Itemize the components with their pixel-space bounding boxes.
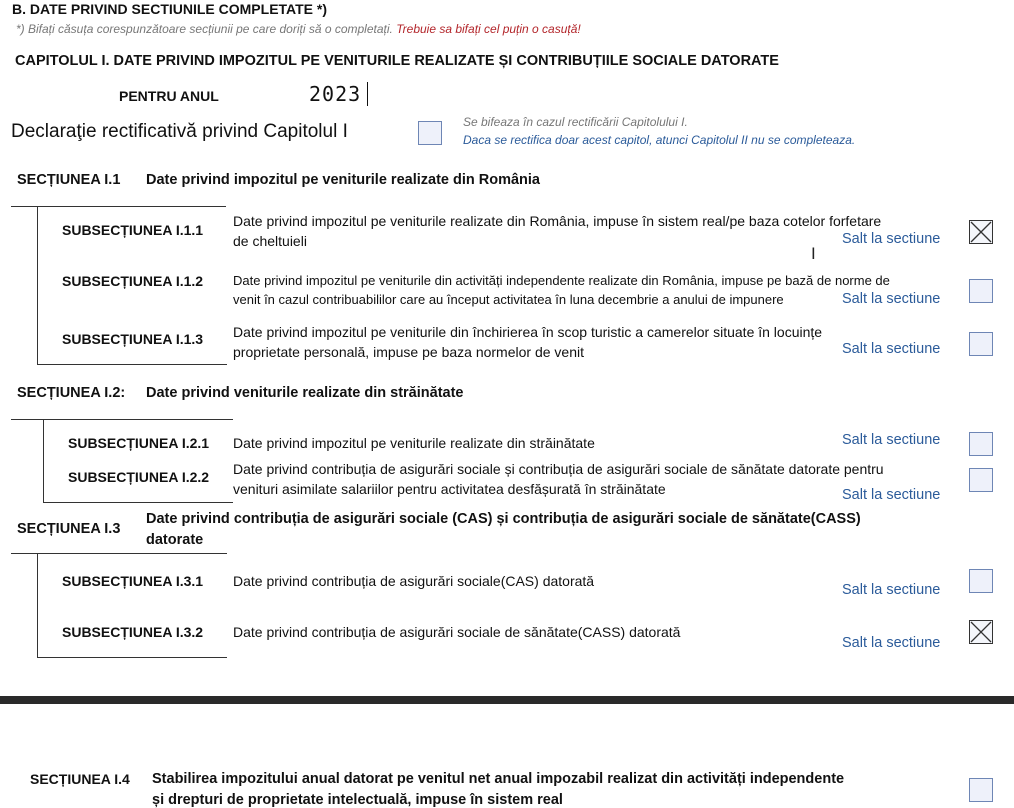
section-i3-label: SECȚIUNEA I.3	[17, 521, 121, 537]
section-i4-title-2: și drepturi de proprietate intelectuală, impuse în sistem real	[152, 792, 563, 808]
text-caret	[367, 82, 368, 106]
subsection-i31-checkbox[interactable]	[969, 569, 993, 593]
subsection-i22-desc-1: Date privind contribuția de asigurări sociale și contribuția de asigurări sociale de sănătate datorate pentru	[233, 461, 884, 477]
subsection-i12-checkbox[interactable]	[969, 279, 993, 303]
section-i3-title-1: Date privind contribuția de asigurări sociale (CAS) și contribuția de asigurări sociale de sănătate(CASS)	[146, 511, 861, 527]
section-i1-title: Date privind impozitul pe veniturile realizate din România	[146, 172, 540, 188]
chapter-title: CAPITOLUL I. DATE PRIVIND IMPOZITUL PE VENITURILE REALIZATE ȘI CONTRIBUȚIILE SOCIALE DATORATE	[15, 53, 779, 69]
jump-link-i13[interactable]: Salt la sectiune	[842, 341, 941, 357]
subsection-i11-desc-1: Date privind impozitul pe veniturile realizate din România, impuse în sistem real/pe baza cotelor forfetare	[233, 213, 882, 229]
jump-link-i12[interactable]: Salt la sectiune	[842, 291, 941, 307]
subsection-i31-label: SUBSECȚIUNEA I.3.1	[62, 573, 204, 589]
subsection-i21-desc-1: Date privind impozitul pe veniturile realizate din străinătate	[233, 435, 595, 451]
subsection-i32-desc-1: Date privind contribuția de asigurări sociale de sănătate(CASS) datorată	[233, 624, 681, 640]
subsection-i13-checkbox[interactable]	[969, 332, 993, 356]
subsection-i11-checkbox[interactable]	[969, 220, 993, 244]
section-b-title: B. DATE PRIVIND SECTIUNILE COMPLETATE *)	[12, 1, 328, 17]
year-label: PENTRU ANUL	[119, 88, 219, 104]
subsection-i11-label: SUBSECȚIUNEA I.1.1	[62, 222, 204, 238]
subsection-i22-label: SUBSECȚIUNEA I.2.2	[68, 469, 210, 485]
section-i3-title-2: datorate	[146, 532, 204, 548]
jump-link-i22[interactable]: Salt la sectiune	[842, 487, 941, 503]
section-i2-title: Date privind veniturile realizate din străinătate	[146, 385, 464, 401]
section-i1-label: SECȚIUNEA I.1	[17, 172, 121, 188]
rectification-label: Declaraţie rectificativă privind Capitolul I	[11, 121, 348, 142]
jump-link-i32[interactable]: Salt la sectiune	[842, 635, 941, 651]
section-i4-title-1: Stabilirea impozitului anual datorat pe venitul net anual impozabil realizat din activități independente	[152, 771, 845, 787]
section-i2-label: SECȚIUNEA I.2:	[17, 385, 126, 401]
page-divider	[0, 696, 1014, 704]
subsection-i21-label: SUBSECȚIUNEA I.2.1	[68, 435, 210, 451]
subsection-i32-label: SUBSECȚIUNEA I.3.2	[62, 624, 204, 640]
subsection-i32-checkbox[interactable]	[969, 620, 993, 644]
rectification-note-2: Daca se rectifica doar acest capitol, atunci Capitolul II nu se completeaza.	[463, 133, 856, 147]
subsection-i21-checkbox[interactable]	[969, 432, 993, 456]
instruction-warning: Trebuie sa bifați cel puțin o casuță!	[396, 22, 581, 36]
text-cursor-icon: I	[811, 244, 816, 263]
subsection-i13-desc-2: proprietate personală, impuse pe baza normelor de venit	[233, 344, 584, 360]
subsection-i31-desc-1: Date privind contribuția de asigurări sociale(CAS) datorată	[233, 573, 595, 589]
subsection-i12-desc-1: Date privind impozitul pe veniturile din activități independente realizate din România, impuse pe bază de norme de	[233, 273, 890, 288]
subsection-i13-label: SUBSECȚIUNEA I.1.3	[62, 331, 204, 347]
subsection-i22-desc-2: venituri asimilate salariilor pentru activitatea desfășurată în străinătate	[233, 481, 666, 497]
subsection-i22-checkbox[interactable]	[969, 468, 993, 492]
section-i4-checkbox[interactable]	[969, 778, 993, 802]
subsection-i11-desc-2: de cheltuieli	[233, 233, 307, 249]
section-i4-label: SECȚIUNEA I.4	[30, 771, 130, 787]
instruction-note	[16, 22, 581, 36]
rectification-checkbox[interactable]	[418, 121, 442, 145]
subsection-i12-label: SUBSECȚIUNEA I.1.2	[62, 273, 204, 289]
rectification-note-1: Se bifeaza în cazul rectificării Capitolului I.	[463, 115, 688, 129]
subsection-i13-desc-1: Date privind impozitul pe veniturile din închirierea în scop turistic a camerelor situate în locuințe	[233, 324, 823, 340]
subsection-i12-desc-2: venit în cazul contribuabililor care au început activitatea în luna decembrie a anului de impunere	[233, 292, 784, 307]
year-input[interactable]: 2023	[309, 82, 362, 106]
jump-link-i21[interactable]: Salt la sectiune	[842, 432, 941, 448]
jump-link-i31[interactable]: Salt la sectiune	[842, 582, 941, 598]
jump-link-i11[interactable]: Salt la sectiune	[842, 231, 941, 247]
instruction-text: *) Bifați căsuța corespunzătoare secțiunii pe care doriți să o completați.	[16, 22, 397, 36]
